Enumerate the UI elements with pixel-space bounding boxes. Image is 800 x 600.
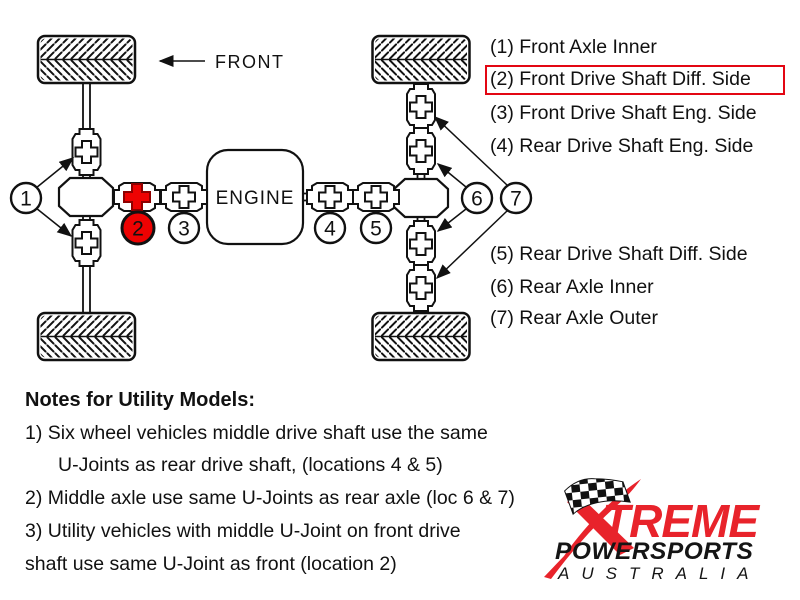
- u-joint-rear-axle-outer-top: [407, 84, 435, 130]
- u-joint-3: [161, 183, 207, 211]
- location-marker-5[interactable]: [361, 213, 391, 243]
- rear-differential: [394, 179, 448, 217]
- svg-text:3: 3: [178, 217, 190, 241]
- front-left-tire: [38, 36, 135, 83]
- front-right-tire: [38, 313, 135, 360]
- logo-word-powersports: POWERSPORTS: [555, 538, 754, 565]
- legend-item-7[interactable]: (7) Rear Axle Outer: [490, 307, 658, 329]
- xtreme-powersports-logo: [538, 468, 794, 596]
- svg-text:2: 2: [132, 217, 144, 241]
- front-label: FRONT: [215, 52, 285, 72]
- legend-item-5[interactable]: (5) Rear Drive Shaft Diff. Side: [490, 243, 748, 265]
- note-line-1: 1) Six wheel vehicles middle drive shaft use the same: [25, 422, 488, 444]
- location-marker-2[interactable]: [122, 212, 154, 244]
- u-joint-4: [307, 183, 353, 211]
- note-line-5: shaft use same U-Joint as front (location 2): [25, 553, 397, 575]
- legend-item-6[interactable]: (6) Rear Axle Inner: [490, 276, 654, 298]
- engine-box: [207, 150, 303, 244]
- svg-text:1: 1: [20, 187, 32, 211]
- front-differential: [59, 178, 113, 216]
- location-marker-7[interactable]: [501, 183, 531, 213]
- logo-word-australia: AUSTRALIA: [558, 564, 761, 583]
- svg-text:6: 6: [471, 187, 483, 211]
- note-line-2: U-Joints as rear drive shaft, (locations 4 & 5): [58, 454, 443, 476]
- u-joint-front-axle-upper: [73, 129, 101, 175]
- u-joint-5: [353, 183, 399, 211]
- rear-left-tire: [373, 36, 470, 83]
- u-joint-rear-axle-inner-top: [407, 128, 435, 174]
- legend-item-2[interactable]: (2) Front Drive Shaft Diff. Side: [490, 68, 751, 90]
- svg-text:7: 7: [510, 187, 522, 211]
- svg-text:5: 5: [370, 217, 382, 241]
- u-joint-2-selected: [114, 183, 160, 211]
- legend-item-4[interactable]: (4) Rear Drive Shaft Eng. Side: [490, 135, 754, 157]
- location-marker-3[interactable]: [169, 213, 199, 243]
- u-joint-rear-axle-inner-bottom: [407, 221, 435, 267]
- legend-item-1[interactable]: (1) Front Axle Inner: [490, 36, 657, 58]
- note-line-4: 3) Utility vehicles with middle U-Joint on front drive: [25, 520, 461, 542]
- notes-title: Notes for Utility Models:: [25, 389, 256, 411]
- legend-item-3[interactable]: (3) Front Drive Shaft Eng. Side: [490, 102, 757, 124]
- u-joint-rear-axle-outer-bottom: [407, 265, 435, 311]
- location-marker-6[interactable]: [462, 183, 492, 213]
- u-joint-front-axle-lower: [73, 220, 101, 266]
- location-marker-4[interactable]: [315, 213, 345, 243]
- location-marker-1[interactable]: [11, 183, 41, 213]
- rear-right-tire: [373, 313, 470, 360]
- note-line-3: 2) Middle axle use same U-Joints as rear axle (loc 6 & 7): [25, 487, 515, 509]
- engine-label: ENGINE: [215, 188, 295, 209]
- logo-word-xtreme: TREME: [602, 495, 758, 547]
- svg-text:4: 4: [324, 217, 336, 241]
